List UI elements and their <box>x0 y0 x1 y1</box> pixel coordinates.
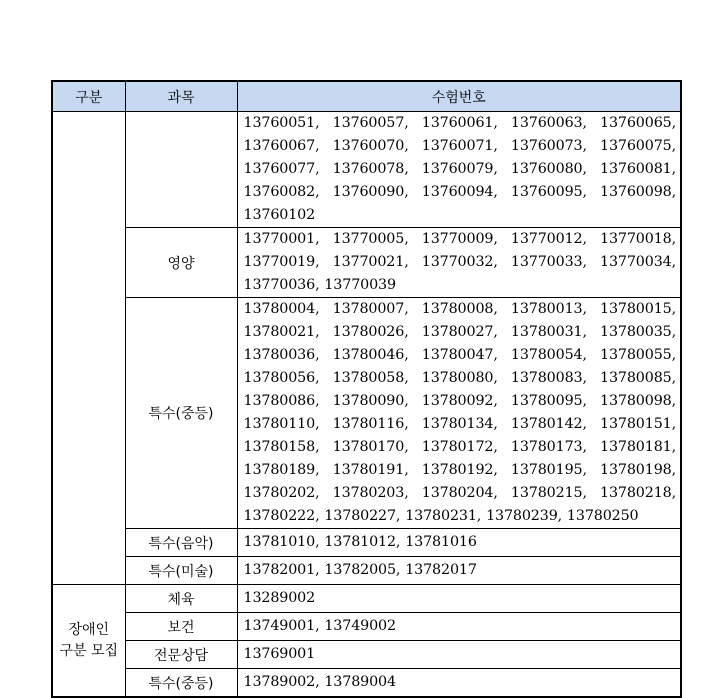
header-category: 구분 <box>52 81 125 112</box>
subject-cell: 특수(중등) <box>125 298 237 529</box>
category-label: 장애인 구분 모집 <box>59 621 119 659</box>
table-row <box>52 112 681 228</box>
exam-numbers-cell: 13769001 <box>237 641 681 669</box>
table-row <box>52 228 681 298</box>
exam-numbers-cell: 13760051, 13760057, 13760061, 13760063, 13760065, 13760067, 13760070, 13760071, 13760073, 13760075, 13760077, 13760078, 13760079, 13760080, 13760081, 13760082, 13760090, 13760094, 13760095, 13760098, 13760102 <box>237 112 681 228</box>
table-row <box>52 585 681 613</box>
exam-numbers-cell: 13289002 <box>237 585 681 613</box>
exam-numbers-cell: 13749001, 13749002 <box>237 613 681 641</box>
exam-numbers-cell: 13789002, 13789004 <box>237 669 681 698</box>
subject-cell: 특수(미술) <box>125 557 237 585</box>
subject-cell: 전문상담 <box>125 641 237 669</box>
subject-cell: 체육 <box>125 585 237 613</box>
header-exam-number: 수험번호 <box>237 81 681 112</box>
table-row <box>52 298 681 529</box>
table-row <box>52 557 681 585</box>
subject-cell: 특수(음악) <box>125 529 237 557</box>
subject-cell: 보건 <box>125 613 237 641</box>
header-row <box>52 81 681 112</box>
exam-numbers-cell: 13770001, 13770005, 13770009, 13770012, 13770018, 13770019, 13770021, 13770032, 13770033, 13770034, 13770036, 13770039 <box>237 228 681 298</box>
exam-numbers-cell: 13780004, 13780007, 13780008, 13780013, 13780015, 13780021, 13780026, 13780027, 13780031, 13780035, 13780036, 13780046, 13780047, 13780054, 13780055, 13780056, 13780058, 13780080, 13780083, 13780085, 13780086, 13780090, 13780092, 13780095, 13780098, 13780110, 13780116, 13780134, 13780142, 13780151, 13780158, 13780170, 13780172, 13780173, 13780181, 13780189, 13780191, 13780192, 13780195, 13780198, 13780202, 13780203, 13780204, 13780215, 13780218, 13780222, 13780227, 13780231, 13780239, 13780250 <box>237 298 681 529</box>
table-row <box>52 641 681 669</box>
table-row <box>52 669 681 698</box>
table-row <box>52 529 681 557</box>
exam-numbers-cell: 13782001, 13782005, 13782017 <box>237 557 681 585</box>
subject-cell: 영양 <box>125 228 237 298</box>
table-row <box>52 613 681 641</box>
results-table <box>51 80 682 698</box>
category-cell-general <box>52 112 125 585</box>
header-subject: 과목 <box>125 81 237 112</box>
subject-cell <box>125 112 237 228</box>
exam-numbers-cell: 13781010, 13781012, 13781016 <box>237 529 681 557</box>
category-cell-disabled <box>52 585 125 698</box>
subject-cell: 특수(중등) <box>125 669 237 698</box>
